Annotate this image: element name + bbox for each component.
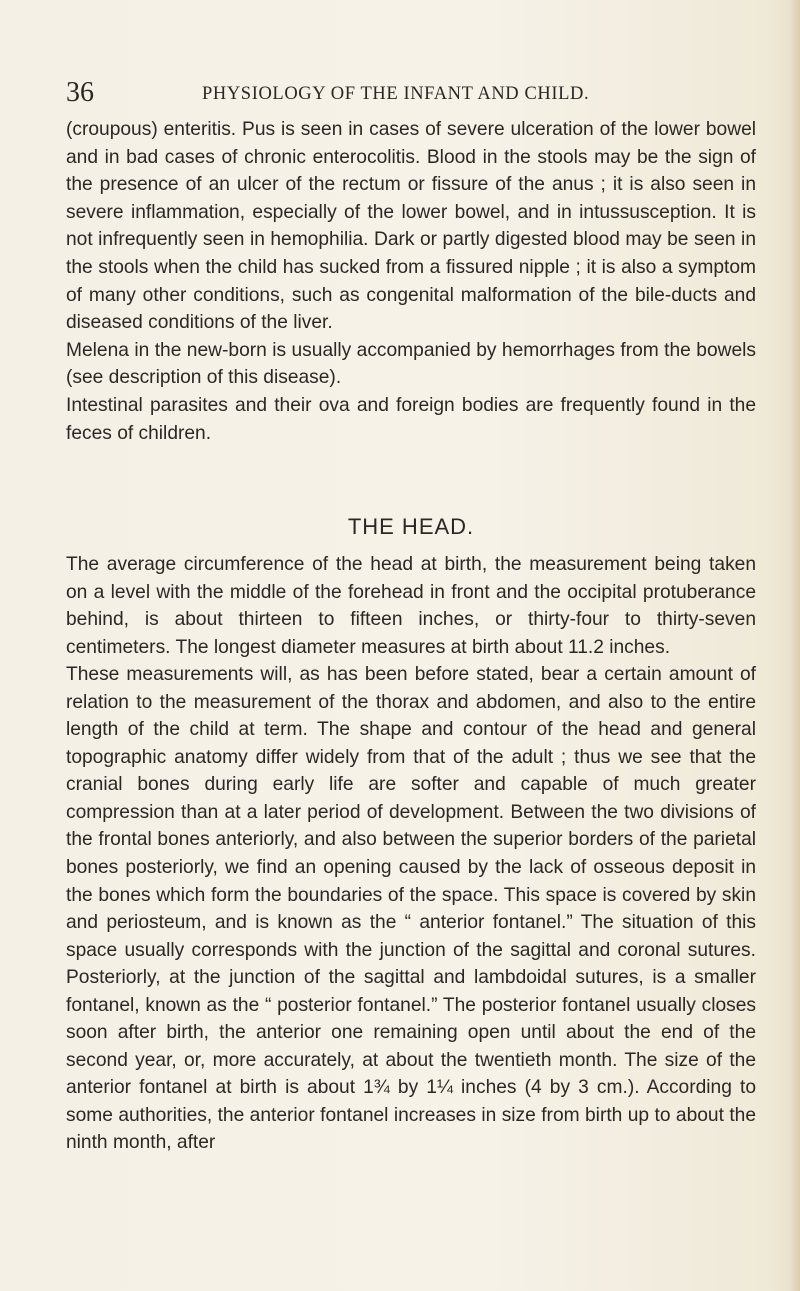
paragraph-head-circumference: The average circumference of the head at birth, the measurement being taken on a level with the middle of the forehead in front and the occipital protuberance behind, is about thirteen to fifteen inches, or thirty-four to thirty-seven centimeters. The longest diameter measures at birth about 11.2 inches. <box>66 554 756 658</box>
paragraph-croupous-enteritis: (croupous) enteritis. Pus is seen in cases of severe ulceration of the lower bowel and in bad cases of chronic enterocolitis. Blood in the stools may be the sign of the presence of an ulcer of the rectum or fissure of the anus ; it is also seen in severe inflammation, especially of the lower bowel, and in intussusception. It is not infrequently seen in hemophilia. Dark or partly digested blood may be seen in the stools when the child has sucked from a fissured nipple ; it is also a symptom of many other conditions, such as congenital malformation of the bile-ducts and diseased conditions of the liver. <box>66 119 756 334</box>
paragraph-intestinal-parasites: Intestinal parasites and their ova and foreign bodies are frequently found in the feces of children. <box>66 394 756 444</box>
head-section-text <box>66 551 756 1157</box>
paragraph-fontanels: These measurements will, as has been before stated, bear a certain amount of relation to the measurement of the thorax and abdomen, and also to the entire length of the child at term. The shape and contour of the head and general topographic anatomy differ widely from that of the adult ; thus we see that the cranial bones during early life are softer and capable of much greater compression than at a later period of development. Between the two divisions of the frontal bones anteriorly, and also between the superior borders of the parietal bones posteriorly, we find an opening caused by the lack of osseous deposit in the bones which form the boundaries of the space. This space is covered by skin and periosteum, and is known as the “ anterior fontanel.” The situation of this space usually corresponds with the junction of the sagittal and coronal sutures. Posteriorly, at the junction of the sagittal and lambdoidal sutures, is a smaller fontanel, known as the “ posterior fontanel.” The posterior fontanel usually closes soon after birth, the anterior one remaining open until about the end of the second year, or, more accurately, at about the twentieth month. The size of the anterior fontanel at birth is about 1¾ by 1¼ inches (4 by 3 cm.). According to some authorities, the anterior fontanel increases in size from birth up to about the ninth month, after <box>66 664 756 1154</box>
paragraph-melena: Melena in the new-born is usually accompanied by hemorrhages from the bowels (see description of this disease). <box>66 339 756 389</box>
section-heading: THE HEAD. <box>347 514 475 539</box>
page-header <box>66 76 756 110</box>
running-head: PHYSIOLOGY OF THE INFANT AND CHILD. <box>202 84 590 104</box>
intro-text <box>66 116 756 447</box>
page-edge-shadow <box>790 0 800 1291</box>
page-number: 36 <box>66 77 94 108</box>
